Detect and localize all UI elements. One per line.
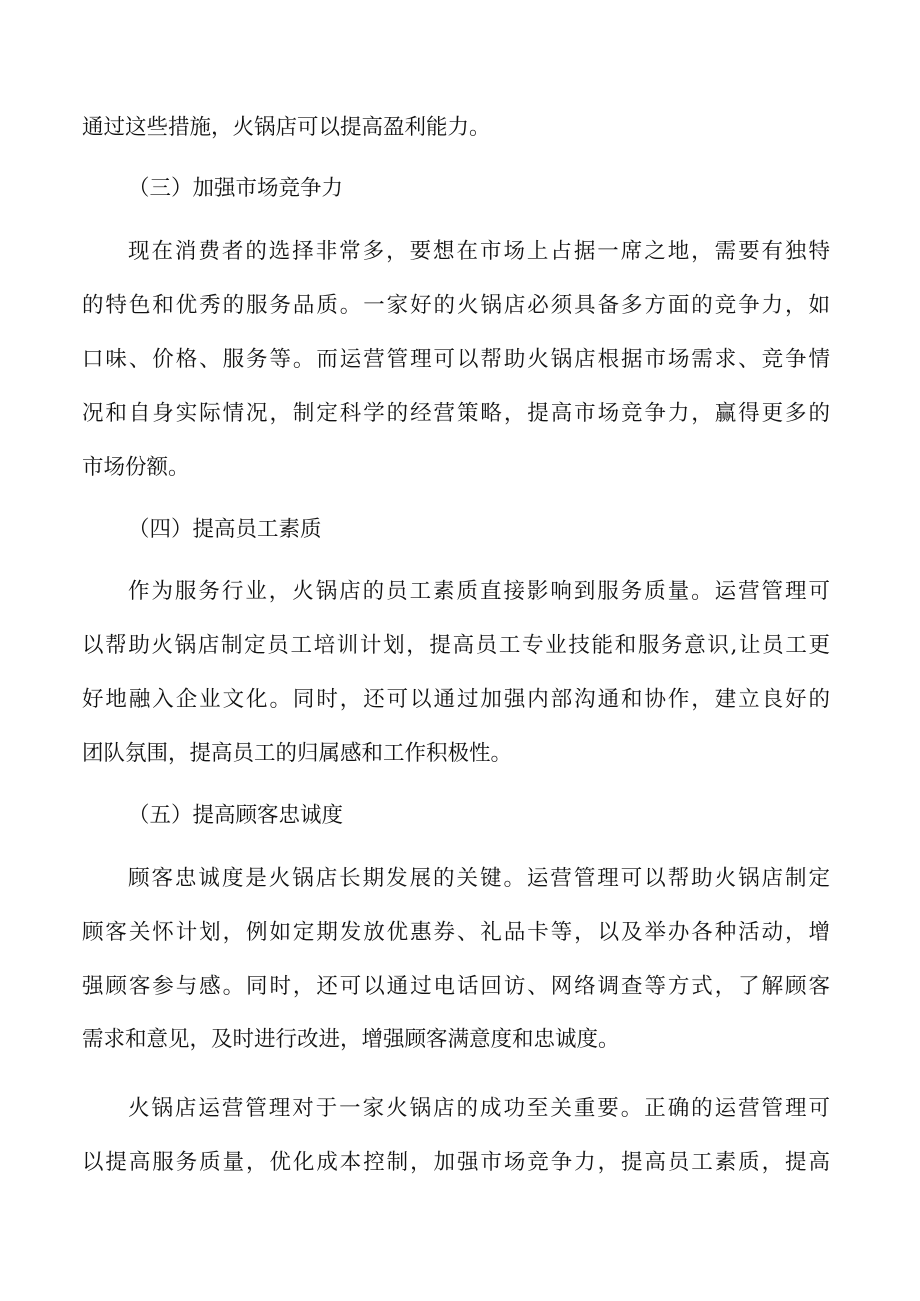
section-4-line-1: 作为服务行业，火锅店的员工素质直接影响到服务质量。运营管理可 [128, 579, 830, 604]
section-3-line-5: 市场份额。 [82, 455, 190, 480]
section-3-line-2: 的特色和优秀的服务品质。一家好的火锅店必须具备多方面的竞争力，如 [82, 293, 830, 318]
section-5-line-4: 需求和意见，及时进行改进，增强顾客满意度和忠诚度。 [82, 1027, 620, 1052]
section-3-line-1: 现在消费者的选择非常多，要想在市场上占据一席之地，需要有独特 [128, 239, 830, 264]
section-4-line-4: 团队氛围，提高员工的归属感和工作积极性。 [82, 741, 513, 766]
intro-closing-line: 通过这些措施，火锅店可以提高盈利能力。 [82, 115, 491, 140]
section-5-line-3: 强顾客参与感。同时，还可以通过电话回访、网络调查等方式，了解顾客 [82, 974, 830, 999]
section-5-line-1: 顾客忠诚度是火锅店长期发展的关键。运营管理可以帮助火锅店制定 [128, 866, 830, 891]
section-4-line-3: 好地融入企业文化。同时，还可以通过加强内部沟通和协作，建立良好的 [82, 687, 830, 712]
section-heading-3: （三）加强市场竞争力 [128, 176, 344, 201]
section-5-line-2: 顾客关怀计划，例如定期发放优惠券、礼品卡等，以及举办各种活动，增 [82, 920, 830, 945]
conclusion-line-2: 以提高服务质量，优化成本控制，加强市场竞争力，提高员工素质，提高 [82, 1150, 830, 1175]
section-3-line-4: 况和自身实际情况，制定科学的经营策略，提高市场竞争力，赢得更多的 [82, 401, 830, 426]
section-4-line-2: 以帮助火锅店制定员工培训计划，提高员工专业技能和服务意识,让员工更 [82, 633, 830, 658]
section-3-line-3: 口味、价格、服务等。而运营管理可以帮助火锅店根据市场需求、竞争情 [82, 347, 830, 372]
conclusion-line-1: 火锅店运营管理对于一家火锅店的成功至关重要。正确的运营管理可 [128, 1096, 830, 1121]
section-heading-5: （五）提高顾客忠诚度 [128, 803, 344, 828]
section-heading-4: （四）提高员工素质 [128, 517, 322, 542]
